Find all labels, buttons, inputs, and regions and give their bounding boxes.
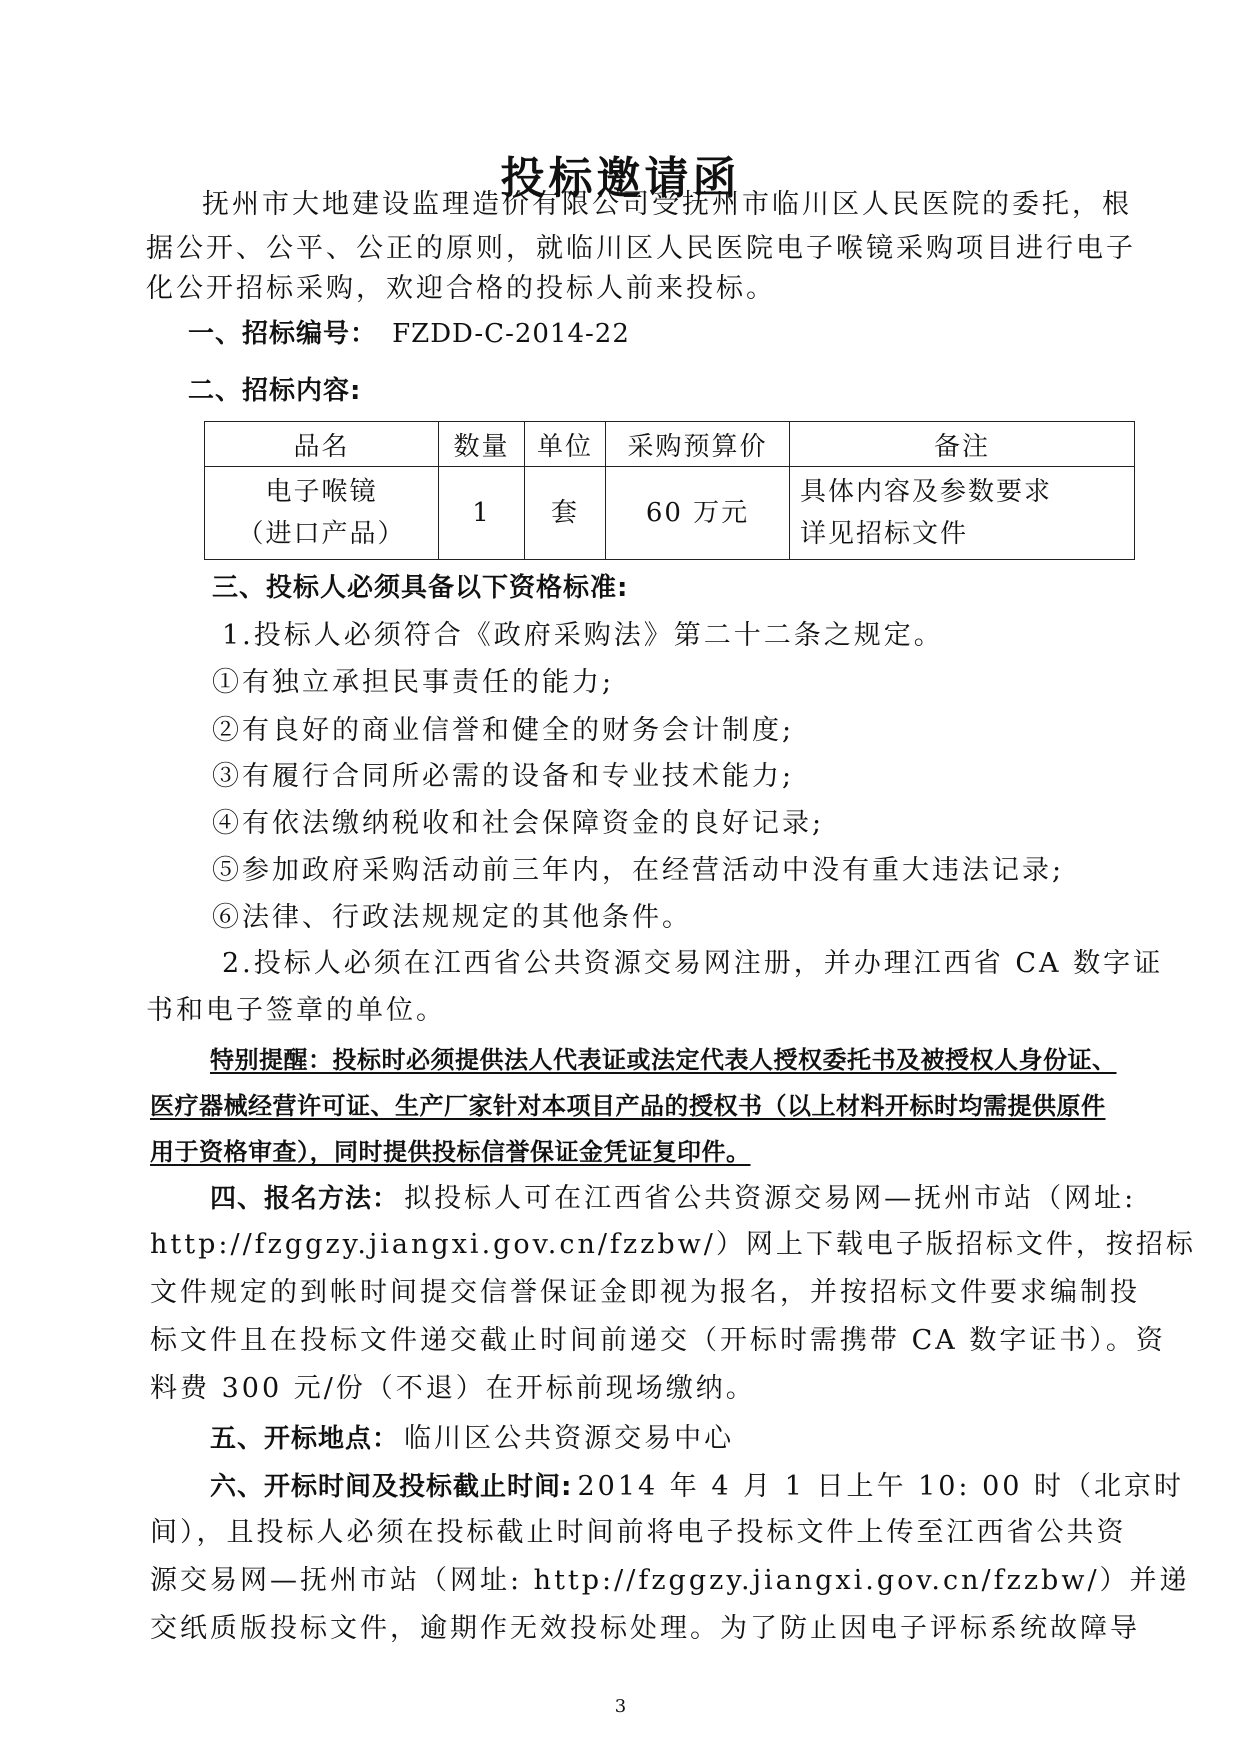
header-unit: 单位 <box>525 422 606 467</box>
intro-line-1: 抚州市大地建设监理造价有限公司受抚州市临川区人民医院的委托，根 <box>202 189 1132 220</box>
qualification-sub-5: ⑤参加政府采购活动前三年内，在经营活动中没有重大违法记录; <box>212 855 1065 886</box>
section5-value: 临川区公共资源交易中心 <box>404 1423 735 1454</box>
cell-name <box>205 467 439 560</box>
section3-label: 三、投标人必须具备以下资格标准: <box>212 573 629 603</box>
qualification-item-1: 1.投标人必须符合《政府采购法》第二十二条之规定。 <box>222 620 944 651</box>
bid-number-value: FZDD-C-2014-22 <box>392 319 630 349</box>
section6-line-1 <box>210 1466 1184 1506</box>
intro-line-3: 化公开招标采购，欢迎合格的投标人前来投标。 <box>146 273 776 304</box>
section5-label: 五、开标地点： <box>210 1424 400 1454</box>
bid-content-table <box>204 421 1135 560</box>
page-number: 3 <box>614 1696 627 1717</box>
qualification-sub-1: ①有独立承担民事责任的能力; <box>212 667 615 698</box>
section6-line-3: 源交易网—抚州市站（网址: http://fzggzy.jiangxi.gov.cn/fzzbw/）并递 <box>150 1565 1190 1596</box>
header-quantity: 数量 <box>439 422 525 467</box>
section5-row <box>210 1418 734 1458</box>
qualification-sub-3: ③有履行合同所必需的设备和专业技术能力; <box>212 761 795 792</box>
qualification-sub-2: ②有良好的商业信誉和健全的财务会计制度; <box>212 715 795 746</box>
reminder-line-1: 特别提醒：投标时必须提供法人代表证或法定代表人授权委托书及被授权人身份证、 <box>210 1046 1117 1074</box>
page-title: 投标邀请函 <box>500 153 741 204</box>
section6-line1-text: 2014 年 4 月 1 日上午 10: 00 时（北京时 <box>577 1471 1185 1502</box>
section4-line-4: 标文件且在投标文件递交截止时间前递交（开标时需携带 CA 数字证书）。资 <box>150 1325 1166 1356</box>
section4-line1-text: 拟投标人可在江西省公共资源交易网—抚州市站（网址: <box>404 1183 1137 1214</box>
cell-note <box>790 467 1135 560</box>
section6-line-4: 交纸质版投标文件，逾期作无效投标处理。为了防止因电子评标系统故障导 <box>150 1613 1140 1644</box>
table-row <box>205 467 1135 560</box>
qualification-sub-6: ⑥法律、行政法规规定的其他条件。 <box>212 902 692 933</box>
qualification-sub-4: ④有依法缴纳税收和社会保障资金的良好记录; <box>212 808 825 839</box>
cell-name-line1: 电子喉镜 <box>265 477 378 507</box>
reminder-line-2: 医疗器械经营许可证、生产厂家针对本项目产品的授权书（以上材料开标时均需提供原件 <box>150 1092 1106 1120</box>
section2-label: 二、招标内容: <box>188 376 362 406</box>
cell-budget: 60 万元 <box>606 467 790 560</box>
header-name: 品名 <box>205 422 439 467</box>
header-note: 备注 <box>790 422 1135 467</box>
cell-name-line2: （进口产品） <box>237 519 406 549</box>
section4-line-5: 料费 300 元/份（不退）在开标前现场缴纳。 <box>150 1373 756 1404</box>
cell-unit: 套 <box>525 467 606 560</box>
intro-line-2: 据公开、公平、公正的原则，就临川区人民医院电子喉镜采购项目进行电子 <box>146 233 1136 264</box>
section4-line-3: 文件规定的到帐时间提交信誉保证金即视为报名，并按招标文件要求编制投 <box>150 1277 1140 1308</box>
table-header-row <box>205 422 1135 467</box>
reminder-line-3: 用于资格审查），同时提供投标信誉保证金凭证复印件。 <box>150 1138 751 1166</box>
qualification-item-2-line2: 书和电子签章的单位。 <box>146 995 446 1026</box>
section4-line-2: http://fzggzy.jiangxi.gov.cn/fzzbw/）网上下载电子版招标文件，按招标 <box>150 1229 1196 1260</box>
qualification-item-2-line1: 2.投标人必须在江西省公共资源交易网注册，并办理江西省 CA 数字证 <box>222 948 1164 979</box>
section4-label: 四、报名方法： <box>210 1184 400 1214</box>
section1-label: 一、招标编号： <box>188 319 378 349</box>
header-budget: 采购预算价 <box>606 422 790 467</box>
cell-note-line1: 具体内容及参数要求 <box>800 477 1053 507</box>
cell-quantity: 1 <box>439 467 525 560</box>
cell-note-line2: 详见招标文件 <box>800 519 969 549</box>
bid-number-row <box>188 313 630 350</box>
section4-line-1 <box>210 1178 1136 1218</box>
section6-line-2: 间），且投标人必须在投标截止时间前将电子投标文件上传至江西省公共资 <box>150 1517 1127 1548</box>
section6-label: 六、开标时间及投标截止时间: <box>210 1472 573 1502</box>
